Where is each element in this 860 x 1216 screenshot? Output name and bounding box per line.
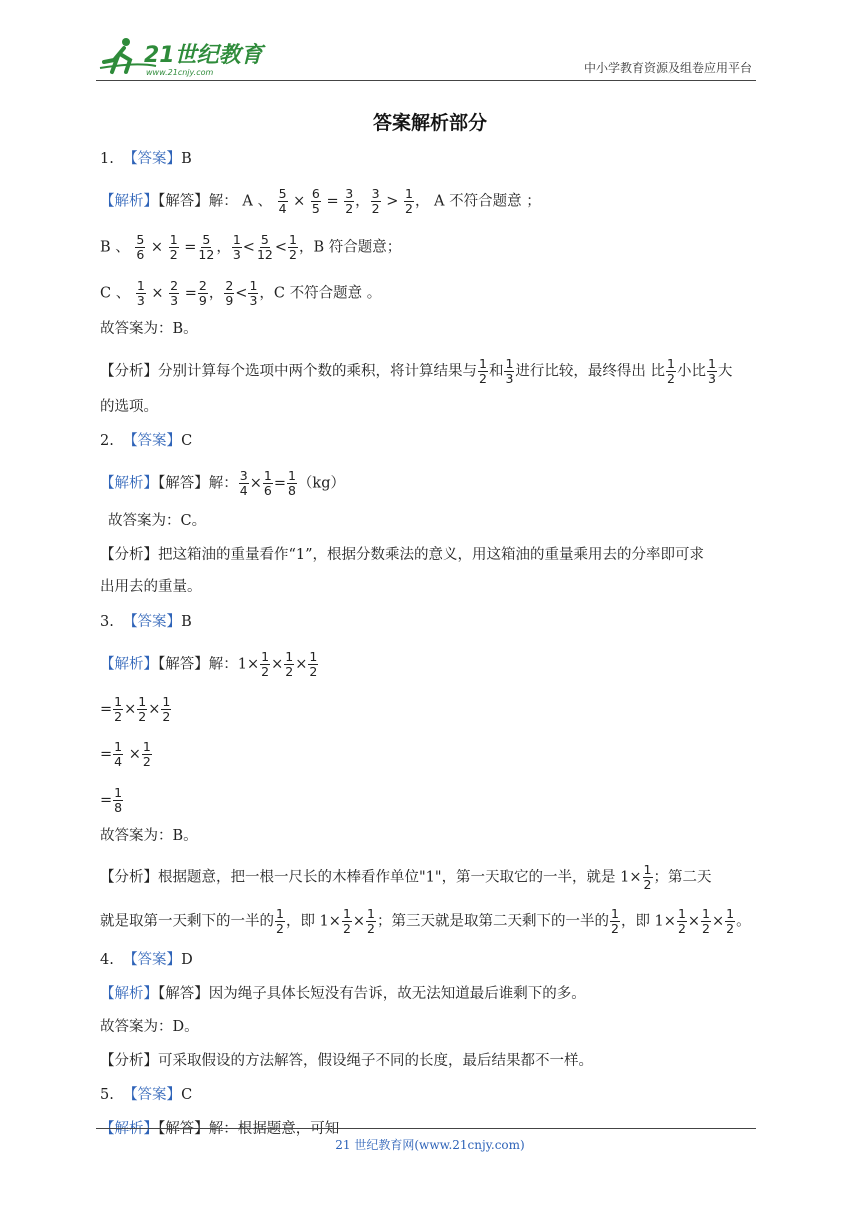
q3-step1: = $\frac{1}{2}$ × $\frac{1}{2}$ × $\frac{1}{2}$ bbox=[100, 694, 171, 724]
page-title: 答案解析部分 bbox=[372, 112, 487, 134]
q1-fenxi-cont: 的选项。 bbox=[100, 399, 158, 415]
q3-fenxi-cont: 就是取第一天剩下的一半的 $\frac{1}{2}$ ，即 1× $\frac{1}{2}$ × $\frac{1}{2}$ ；第三天就是取第二天剩下的一半的 $\frac{1}{2}$ ，即 1× $\frac{1}{2}$ × $\frac{1}{2}$ × $\frac{1}{2}$ 。 bbox=[100, 906, 751, 936]
svg-text:21世纪教育: 21世纪教育 bbox=[144, 43, 263, 68]
q3-fenxi: 【分析】根据题意，把一根一尺长的木棒看作单位"1"，第一天取它的一半，就是 1× $\frac{1}{2}$ ；第二天 bbox=[100, 862, 712, 892]
q2-conclusion: 故答案为：C。 bbox=[108, 513, 207, 529]
q1-solve-b: B 、 $\frac{5}{6}$ × $\frac{1}{2}$ = $\frac{5}{12}$ ， $\frac{1}{3}$ < $\frac{5}{12}$ < $\frac{1}{2}$ ，B 符合题意； bbox=[100, 232, 402, 262]
q2-fenxi-cont: 出用去的重量。 bbox=[100, 579, 202, 595]
q1-answer-line: 1. 【答案】B bbox=[100, 151, 192, 167]
q1-solve-c: C 、 $\frac{1}{3}$ × $\frac{2}{3}$ = $\frac{2}{9}$ ， $\frac{2}{9}$ < $\frac{1}{3}$ ，C 不符合题意 。 bbox=[100, 278, 382, 308]
q3-step2: = $\frac{1}{4}$ × $\frac{1}{2}$ bbox=[100, 739, 151, 769]
q2-fenxi: 【分析】把这箱油的重量看作“1”，根据分数乘法的意义，用这箱油的重量乘用去的分率即可求 bbox=[100, 547, 705, 563]
page-footer: 21 世纪教育网(www.21cnjy.com) bbox=[335, 1138, 525, 1152]
svg-text:www.21cnjy.com: www.21cnjy.com bbox=[146, 68, 214, 77]
q3-step3: = $\frac{1}{8}$ bbox=[100, 785, 123, 815]
footer-divider bbox=[96, 1128, 756, 1129]
q3-solve: 【解析】【解答】解：1× $\frac{1}{2}$ × $\frac{1}{2}$ × $\frac{1}{2}$ bbox=[100, 649, 318, 679]
q2-solve: 【解析】【解答】解： $\frac{3}{4}$ × $\frac{1}{6}$ = $\frac{1}{8}$ （kg） bbox=[100, 468, 345, 498]
q3-answer-line: 3. 【答案】B bbox=[100, 614, 192, 630]
q4-conclusion: 故答案为：D。 bbox=[100, 1019, 199, 1035]
q3-conclusion: 故答案为：B。 bbox=[100, 828, 198, 844]
q1-fenxi: 【分析】分别计算每个选项中两个数的乘积，将计算结果与 $\frac{1}{2}$ 和 $\frac{1}{3}$ 进行比较，最终得出 比 $\frac{1}{2}$ 小比 $\frac{1}{3}$ 大 bbox=[100, 356, 733, 386]
q1-solve-a: 【解析】【解答】解： A 、 $\frac{5}{4}$ × $\frac{6}{5}$ = $\frac{3}{2}$ ， $\frac{3}{2}$ > $\frac{1}{2}$ ， A 不符合题意 ； bbox=[100, 186, 541, 216]
q1-conclusion: 故答案为：B。 bbox=[100, 321, 198, 337]
page-header bbox=[96, 30, 756, 81]
q2-answer-line: 2. 【答案】C bbox=[100, 433, 193, 449]
q5-solve: 【解析】【解答】解：根据题意，可知 bbox=[100, 1121, 340, 1137]
header-platform-text: 中小学教育资源及组卷应用平台 bbox=[583, 61, 752, 75]
q4-solve: 【解析】【解答】因为绳子具体长短没有告诉，故无法知道最后谁剩下的多。 bbox=[100, 986, 586, 1002]
q5-answer-line: 5. 【答案】C bbox=[100, 1087, 193, 1103]
q4-answer-line: 4. 【答案】D bbox=[100, 952, 193, 968]
q4-fenxi: 【分析】可采取假设的方法解答，假设绳子不同的长度，最后结果都不一样。 bbox=[100, 1053, 593, 1069]
site-logo bbox=[96, 32, 276, 78]
